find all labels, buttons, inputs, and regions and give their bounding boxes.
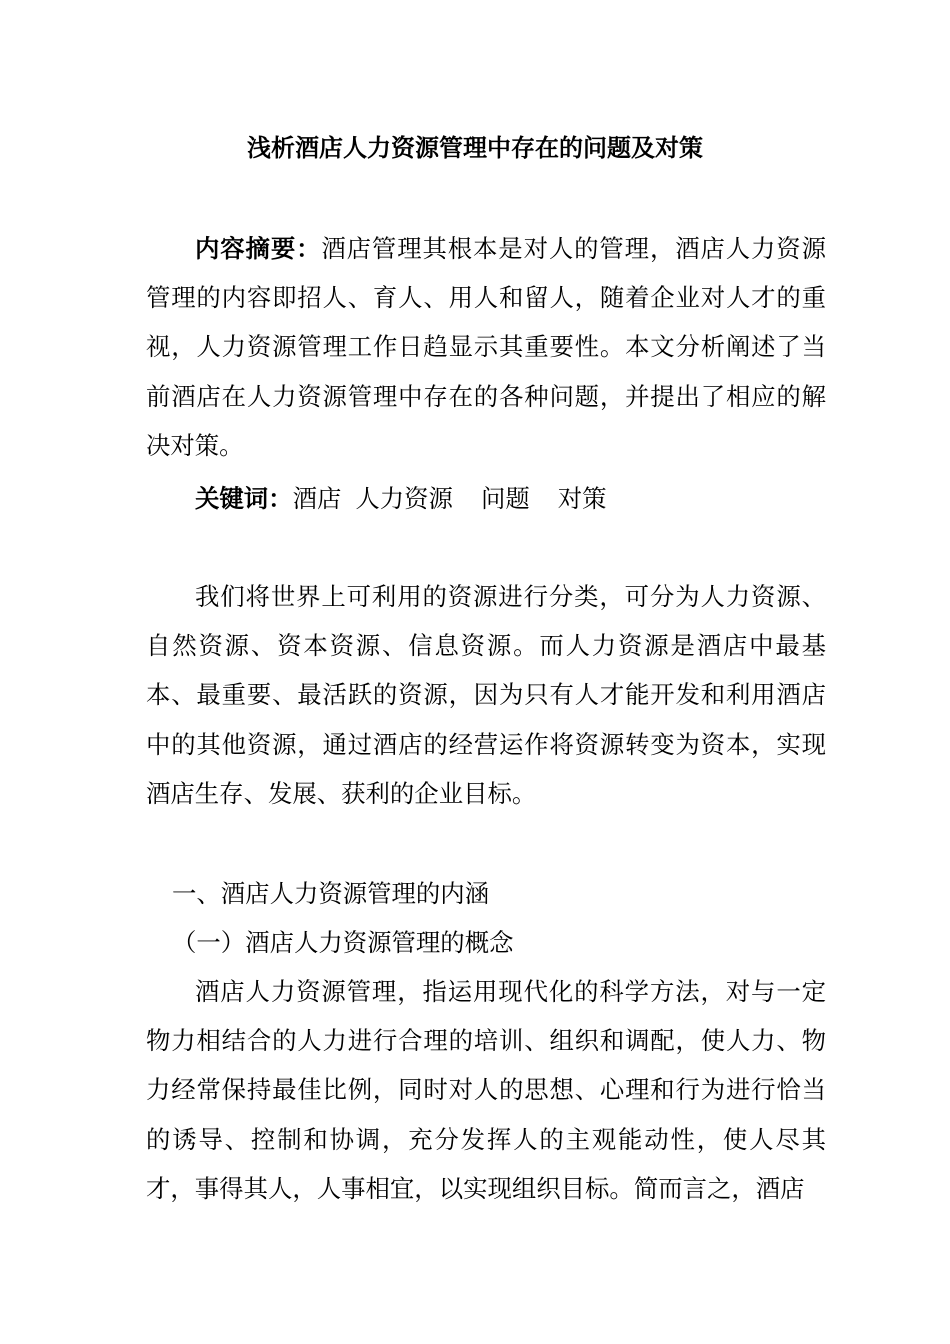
abstract-text: 酒店管理其根本是对人的管理，酒店人力资源管理的内容即招人、育人、用人和留人，随着企业对人才的重视，人力资源管理工作日趋显示其重要性。本文分析阐述了当前酒店在人力资源管理中存在的各种问题，并提出了相应的解决对策。 xyxy=(146,234,826,460)
keywords-line xyxy=(146,474,826,523)
abstract-paragraph xyxy=(146,224,826,470)
section-heading: 一、酒店人力资源管理的内涵 xyxy=(172,879,490,908)
abstract-label: 内容摘要： xyxy=(195,234,322,263)
subsection-heading: （一）酒店人力资源管理的概念 xyxy=(172,928,514,957)
keyword-item: 人力资源 xyxy=(355,484,453,513)
keyword-item: 对策 xyxy=(557,484,607,513)
keyword-item: 问题 xyxy=(480,484,530,513)
keywords-label: 关键词： xyxy=(195,484,293,513)
keyword-item: 酒店 xyxy=(292,484,342,513)
intro-paragraph: 我们将世界上可利用的资源进行分类，可分为人力资源、自然资源、资本资源、信息资源。而人力资源是酒店中最基本、最重要、最活跃的资源，因为只有人才能开发和利用酒店中的其他资源，通过酒店的经营运作将资源转变为资本，实现酒店生存、发展、获利的企业目标。 xyxy=(146,582,826,808)
document-title: 浅析酒店人力资源管理中存在的问题及对策 xyxy=(247,133,703,162)
concept-paragraph: 酒店人力资源管理，指运用现代化的科学方法，对与一定物力相结合的人力进行合理的培训、组织和调配，使人力、物力经常保持最佳比例，同时对人的思想、心理和行为进行恰当的诱导、控制和协调，充分发挥人的主观能动性，使人尽其才，事得其人，人事相宜，以实现组织目标。简而言之，酒店 xyxy=(146,977,826,1203)
